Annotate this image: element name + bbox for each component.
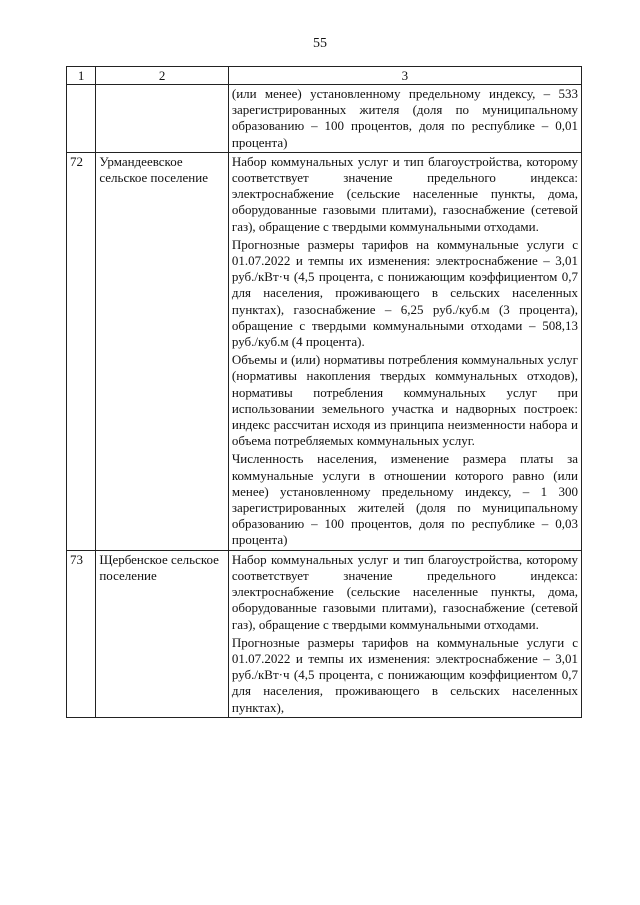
table-row [67, 550, 582, 717]
page-number: 55 [313, 36, 327, 51]
header-col-3: 3 [228, 67, 581, 85]
header-col-1: 1 [67, 67, 96, 85]
description-paragraph: Прогнозные размеры тарифов на коммунальные услуги с 01.07.2022 и темпы их изменения: электроснабжение – 3,01 руб./кВт·ч (4,5 процента, с понижающим коэффициентом 0,7 для населения, проживающего в сельских населенных пунктах), газоснабжение – 6,25 руб./куб.м (3 процента), обращение с твердыми коммунальными отходами – 508,13 руб./куб.м (4 процента). [231, 236, 578, 350]
tariff-table [66, 66, 582, 718]
row-number: 73 [67, 550, 96, 717]
header-col-2: 2 [96, 67, 229, 85]
table-row [67, 152, 582, 550]
description-paragraph: Набор коммунальных услуг и тип благоустройства, которому соответствует значение предельного индекса: электроснабжение (сельские населенные пункты, дома, оборудованные газовыми плитами), газоснабжение (сетевой газ), обращение с твердыми коммунальными отходами. [231, 153, 578, 234]
row-description [228, 152, 581, 550]
settlement-name [96, 85, 229, 153]
settlement-name: Щербенское сельское поселение [96, 550, 229, 717]
row-description [228, 550, 581, 717]
description-paragraph: (или менее) установленному предельному индексу, – 533 зарегистрированных жителя (доля по муниципальному образованию – 100 процентов, доля по республике – 0,01 процента) [231, 86, 578, 150]
description-paragraph: Объемы и (или) нормативы потребления коммунальных услуг (нормативы накопления твердых коммунальных отходов), нормативы потребления коммунальных услуг при использовании земельного участка и надворных построек: индекс рассчитан исходя из принципа неизменности набора и объема потребляемых коммунальных услуг. [231, 352, 578, 449]
description-paragraph: Прогнозные размеры тарифов на коммунальные услуги с 01.07.2022 и темпы их изменения: электроснабжение – 3,01 руб./кВт·ч (4,5 процента, с понижающим коэффициентом 0,7 для населения, проживающего в сельских населенных пунктах), [231, 634, 578, 715]
row-number [67, 85, 96, 153]
table-header-row [67, 67, 582, 85]
row-description [228, 85, 581, 153]
description-paragraph: Численность населения, изменение размера платы за коммунальные услуги в отношении которого равно (или менее) установленному предельному индексу, – 1 300 зарегистрированных жителей (доля по муниципальному образованию – 100 процентов, доля по республике – 0,03 процента) [231, 451, 578, 548]
table-row [67, 85, 582, 153]
row-number: 72 [67, 152, 96, 550]
settlement-name: Урмандеевское сельское поселение [96, 152, 229, 550]
description-paragraph: Набор коммунальных услуг и тип благоустройства, которому соответствует значение предельного индекса: электроснабжение (сельские населенные пункты, дома, оборудованные газовыми плитами), газоснабжение (сетевой газ), обращение с твердыми коммунальными отходами. [231, 551, 578, 632]
